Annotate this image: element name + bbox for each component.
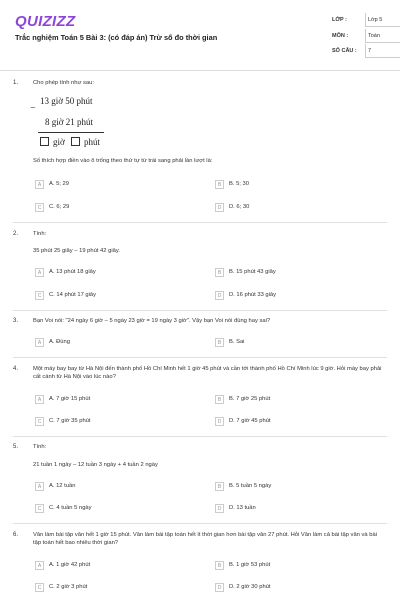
- option-text: B. 5; 30: [229, 181, 249, 187]
- question-separator: [13, 357, 387, 358]
- option-letter-box: B: [215, 180, 224, 189]
- meta-divider: [365, 44, 366, 57]
- math-row-2: 8 giờ 21 phút: [45, 117, 94, 127]
- question-number: 1.: [13, 80, 19, 86]
- option-letter-box: C: [35, 583, 44, 592]
- option-letter-box: D: [215, 504, 224, 513]
- question-separator: [13, 436, 387, 437]
- option-letter-box: D: [215, 291, 224, 300]
- option-text: D. 6; 30: [229, 204, 250, 210]
- answer-box-hours[interactable]: [40, 137, 49, 146]
- math-row-1: 13 giờ 50 phút: [40, 96, 93, 106]
- option-letter-box: C: [35, 291, 44, 300]
- option-letter-box: C: [35, 504, 44, 513]
- question-separator: [13, 222, 387, 223]
- option-letter-box: A: [35, 482, 44, 491]
- meta-underline: [365, 26, 400, 27]
- option-letter-box: B: [215, 561, 224, 570]
- question-prompt: Số thích hợp điền vào ô trống theo thứ tự từ trái sang phải lần lượt là:: [33, 158, 213, 164]
- option-text: D. 13 tuần: [229, 505, 256, 511]
- option-letter-box: B: [215, 268, 224, 277]
- math-rule: [38, 132, 104, 133]
- option-text: C. 14 phút 17 giây: [49, 292, 97, 298]
- meta-subject-value: Toán: [368, 33, 380, 39]
- option-text: A. 12 tuần: [49, 483, 76, 489]
- meta-divider: [365, 13, 366, 26]
- option-text: A. 5; 29: [49, 181, 69, 187]
- question-text: Cho phép tính như sau:: [33, 80, 94, 86]
- option-letter-box: A: [35, 268, 44, 277]
- option-letter-box: C: [35, 203, 44, 212]
- option-letter-box: B: [215, 338, 224, 347]
- option-text: D. 2 giờ 30 phút: [229, 584, 271, 590]
- question-separator: [13, 523, 387, 524]
- question-text: Tính:: [33, 444, 47, 450]
- option-text: A. 13 phút 18 giây: [49, 269, 96, 275]
- math-unit-minute: phút: [84, 137, 101, 147]
- quizizz-logo[interactable]: QUIZIZZ: [15, 13, 76, 30]
- meta-underline: [365, 57, 400, 58]
- option-letter-box: A: [35, 338, 44, 347]
- question-prompt: 21 tuần 1 ngày – 12 tuần 3 ngày + 4 tuần 2 ngày: [33, 462, 158, 468]
- option-text: C. 4 tuần 5 ngày: [49, 505, 92, 511]
- question-number: 5.: [13, 444, 19, 450]
- meta-class-value: Lớp 5: [368, 17, 383, 23]
- option-letter-box: A: [35, 180, 44, 189]
- question-number: 4.: [13, 366, 19, 372]
- option-text: A. Đúng: [49, 339, 70, 345]
- option-text: C. 6; 29: [49, 204, 70, 210]
- option-text: D. 16 phút 33 giây: [229, 292, 277, 298]
- question-number: 2.: [13, 231, 19, 237]
- option-text: B. 5 tuần 5 ngày: [229, 483, 272, 489]
- option-text: A. 7 giờ 15 phút: [49, 396, 91, 402]
- question-text: Vân làm bài tập văn hết 1 giờ 15 phút. Vân làm bài tập toán hết ít thời gian hơn bài tập văn 27 phút. Hỏi Vân làm cả bài tập văn và bài tập toán hết bao nhiêu thời gian?: [33, 532, 377, 546]
- option-text: C. 2 giờ 3 phút: [49, 584, 88, 590]
- math-unit-hour: giờ: [53, 137, 65, 147]
- question-text: Tính:: [33, 231, 47, 237]
- option-text: B. 7 giờ 25 phút: [229, 396, 271, 402]
- worksheet-title: Trắc nghiệm Toán 5 Bài 3: (có đáp án) Trừ số đo thời gian: [15, 33, 218, 42]
- question-separator: [13, 310, 387, 311]
- question-number: 3.: [13, 318, 19, 324]
- option-text: C. 7 giờ 35 phút: [49, 418, 91, 424]
- meta-divider: [365, 29, 366, 42]
- meta-subject-label: MÔN :: [332, 33, 349, 39]
- meta-count-label: SỐ CÂU :: [332, 48, 357, 54]
- answer-box-minutes[interactable]: [71, 137, 80, 146]
- option-letter-box: D: [215, 583, 224, 592]
- option-letter-box: C: [35, 417, 44, 426]
- question-prompt: 35 phút 25 giây – 19 phút 42 giây.: [33, 248, 120, 254]
- option-letter-box: A: [35, 561, 44, 570]
- math-minus-sign: −: [30, 103, 36, 114]
- question-text: Một máy bay bay từ Hà Nội đến thành phố Hồ Chí Minh hết 1 giờ 45 phút và cần tới thành phố Hồ Chí Minh lúc 9 giờ. Hỏi máy bay phải cất cánh từ Hà Nội vào lúc nào?: [33, 366, 382, 380]
- option-text: A. 1 giờ 42 phút: [49, 562, 91, 568]
- option-text: B. Sai: [229, 339, 245, 345]
- worksheet-header: [0, 0, 400, 71]
- option-text: B. 15 phút 43 giây: [229, 269, 276, 275]
- question-number: 6.: [13, 532, 19, 538]
- option-text: D. 7 giờ 45 phút: [229, 418, 271, 424]
- option-letter-box: B: [215, 482, 224, 491]
- meta-underline: [365, 42, 400, 43]
- meta-count-value: 7: [368, 48, 372, 54]
- option-letter-box: D: [215, 417, 224, 426]
- question-text: Bạn Voi nói: "24 ngày 6 giờ – 5 ngày 23 giờ = 19 ngày 3 giờ". Vậy bạn Voi nói đúng hay sai?: [33, 318, 271, 324]
- option-text: B. 1 giờ 53 phút: [229, 562, 271, 568]
- option-letter-box: A: [35, 395, 44, 404]
- option-letter-box: D: [215, 203, 224, 212]
- option-letter-box: B: [215, 395, 224, 404]
- meta-class-label: LỚP :: [332, 17, 347, 23]
